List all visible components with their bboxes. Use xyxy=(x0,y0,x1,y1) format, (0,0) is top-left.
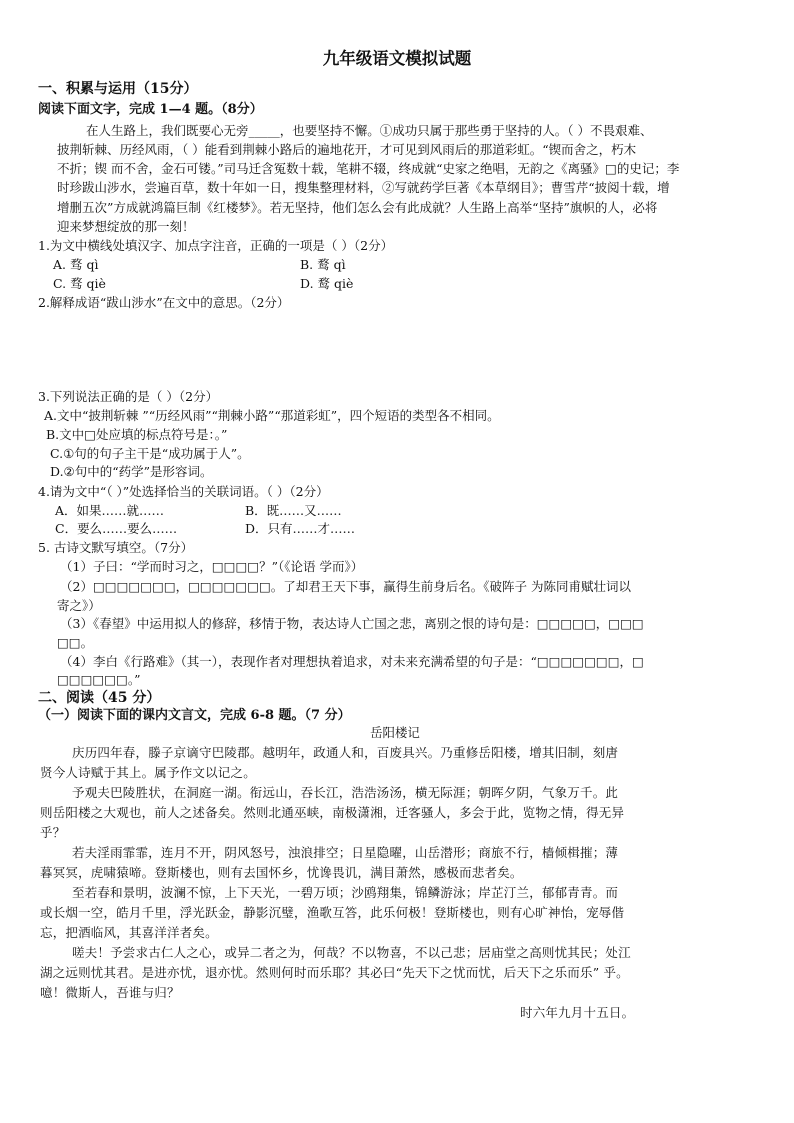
question-3-stem: 3.下列说法正确的是（ ）（2分） xyxy=(38,389,219,404)
question-5-stem: 5. 古诗文默写填空。（7分） xyxy=(38,540,194,555)
question-3-option-d: D.②句中的“药学”是形容词。 xyxy=(50,464,213,479)
passage-line-1: 在人生路上，我们既要心无旁_____，也要坚持不懈。①成功只属于那些勇于坚持的人。（ ）不畏艰难、 xyxy=(86,123,653,138)
passage-line-4: 时珍跋山涉水，尝遍百草，数十年如一日，搜集整理材料，②写就药学巨著《本草纲目》；曹雪芹“披阅十载，增 xyxy=(57,180,670,195)
question-4-option-a: A．如果……就…… xyxy=(55,503,165,518)
passage-line-3: 不折；锲 而不舍，金石可镂。”司马迁含冤数十载，笔耕不辍，终成就“史家之绝唱，无韵之《离骚》□的史记；李 xyxy=(57,161,680,176)
essay-line-4: 则岳阳楼之大观也，前人之述备矣。然则北通巫峡，南极潇湘，迁客骚人，多会于此，览物之情，得无异 xyxy=(40,805,625,820)
passage-line-2: 披荆斩棘、历经风雨，（ ）能看到荆棘小路后的遍地花开，才可见到风雨后的那道彩虹。“锲而舍之，朽木 xyxy=(57,142,637,157)
question-4-option-d: D．只有……才…… xyxy=(245,521,356,536)
question-3-option-a: A.文中“披荆斩棘 ”“历经风雨”“荆棘小路”“那道彩虹”，四个短语的类型各不相同。 xyxy=(44,408,500,423)
section1-instruction: 阅读下面文字，完成 1—4 题。（8分） xyxy=(38,102,263,117)
question-1-stem: 1.为文中横线处填汉字、加点字注音，正确的一项是（ ）（2分） xyxy=(38,238,394,253)
question-5-item-3: （3）《春望》中运用拟人的修辞，移情于物，表达诗人亡国之悲，离别之恨的诗句是：□□□□□，□□□ xyxy=(60,616,644,631)
section1-heading: 一、积累与运用（15分） xyxy=(38,81,198,97)
question-1-option-d: D. 鹜 qiè xyxy=(300,276,354,291)
question-3-option-b: B.文中□处应填的标点符号是：。” xyxy=(46,427,228,442)
question-4-stem: 4.请为文中“（ ）”处选择恰当的关联词语。（ ）（2分） xyxy=(38,484,329,499)
passage-line-5: 增删五次”方成就鸿篇巨制《红楼梦》。若无坚持，他们怎么会有此成就？人生路上高举“坚持”旗帜的人，必将 xyxy=(57,200,658,215)
essay-line-5: 乎？ xyxy=(40,825,66,840)
question-1-option-c: C. 骛 qiè xyxy=(53,276,106,291)
essay-line-13: 噫！微斯人，吾谁与归？ xyxy=(40,985,180,1000)
question-3-option-c: C.①句的句子主干是“成功属于人”。 xyxy=(50,446,250,461)
essay-date: 时六年九月十五日。 xyxy=(520,1005,635,1020)
page-title: 九年级语文模拟试题 xyxy=(322,49,472,68)
essay-title: 岳阳楼记 xyxy=(370,725,420,740)
section2-subheading: （一）阅读下面的课内文言文，完成 6-8 题。（7 分） xyxy=(38,708,351,723)
essay-line-11: 嗟夫！予尝求古仁人之心，或异二者之为，何哉？不以物喜，不以己悲；居庙堂之高则忧其民；处江 xyxy=(72,945,631,960)
essay-line-9: 或长烟一空，皓月千里，浮光跃金，静影沉璧，渔歌互答，此乐何极！登斯楼也，则有心旷神怡，宠辱偕 xyxy=(40,905,625,920)
question-4-option-c: C．要么……要么…… xyxy=(55,521,178,536)
question-4-option-b: B．既……又…… xyxy=(245,503,342,518)
passage-line-6: 迎来梦想绽放的那一刻！ xyxy=(57,219,195,234)
question-5-item-4-cont: □□□□□□。” xyxy=(57,672,141,687)
essay-line-7: 暮冥冥，虎啸猿啼。登斯楼也，则有去国怀乡，忧谗畏讥，满目萧然，感极而悲者矣。 xyxy=(40,865,523,880)
essay-line-10: 忘，把酒临风，其喜洋洋者矣。 xyxy=(40,925,218,940)
section2-heading: 二、阅读（45 分） xyxy=(38,690,161,706)
question-5-item-2: （2）□□□□□□□，□□□□□□□。了却君王天下事，赢得生前身后名。《破阵子 为陈同甫赋壮词以 xyxy=(60,579,632,594)
essay-line-8: 至若春和景明，波澜不惊，上下天光，一碧万顷；沙鸥翔集，锦鳞游泳；岸芷汀兰，郁郁青青。而 xyxy=(72,885,619,900)
essay-line-6: 若夫淫雨霏霏，连月不开，阴风怒号，浊浪排空；日星隐曜，山岳潜形；商旅不行，樯倾楫摧；薄 xyxy=(72,845,619,860)
question-5-item-2-cont: 寄之》） xyxy=(57,598,101,613)
question-5-item-1: （1）子曰：“学而时习之，□□□□？”（《论语 学而》） xyxy=(60,559,364,574)
essay-line-3: 予观夫巴陵胜状，在洞庭一湖。衔远山，吞长江，浩浩汤汤，横无际涯；朝晖夕阴，气象万千。此 xyxy=(72,785,619,800)
essay-line-2: 贤今人诗赋于其上。属予作文以记之。 xyxy=(40,765,256,780)
question-5-item-3-cont: □□。 xyxy=(57,635,94,650)
question-1-option-a: A. 骛 qì xyxy=(53,257,99,272)
essay-line-12: 湖之远则忧其君。是进亦忧，退亦忧。然则何时而乐耶？其必曰“先天下之忧而忧，后天下之乐而乐” 乎。 xyxy=(40,965,629,980)
question-2-stem: 2.解释成语“跋山涉水”在文中的意思。（2分） xyxy=(38,295,290,310)
essay-line-1: 庆历四年春，滕子京谪守巴陵郡。越明年，政通人和，百废具兴。乃重修岳阳楼，增其旧制，刻唐 xyxy=(72,745,619,760)
question-1-option-b: B. 鹜 qì xyxy=(300,257,346,272)
question-5-item-4: （4）李白《行路难》（其一），表现作者对理想执着追求，对未来充满希望的句子是：“□□□□□□□，□ xyxy=(60,654,644,669)
